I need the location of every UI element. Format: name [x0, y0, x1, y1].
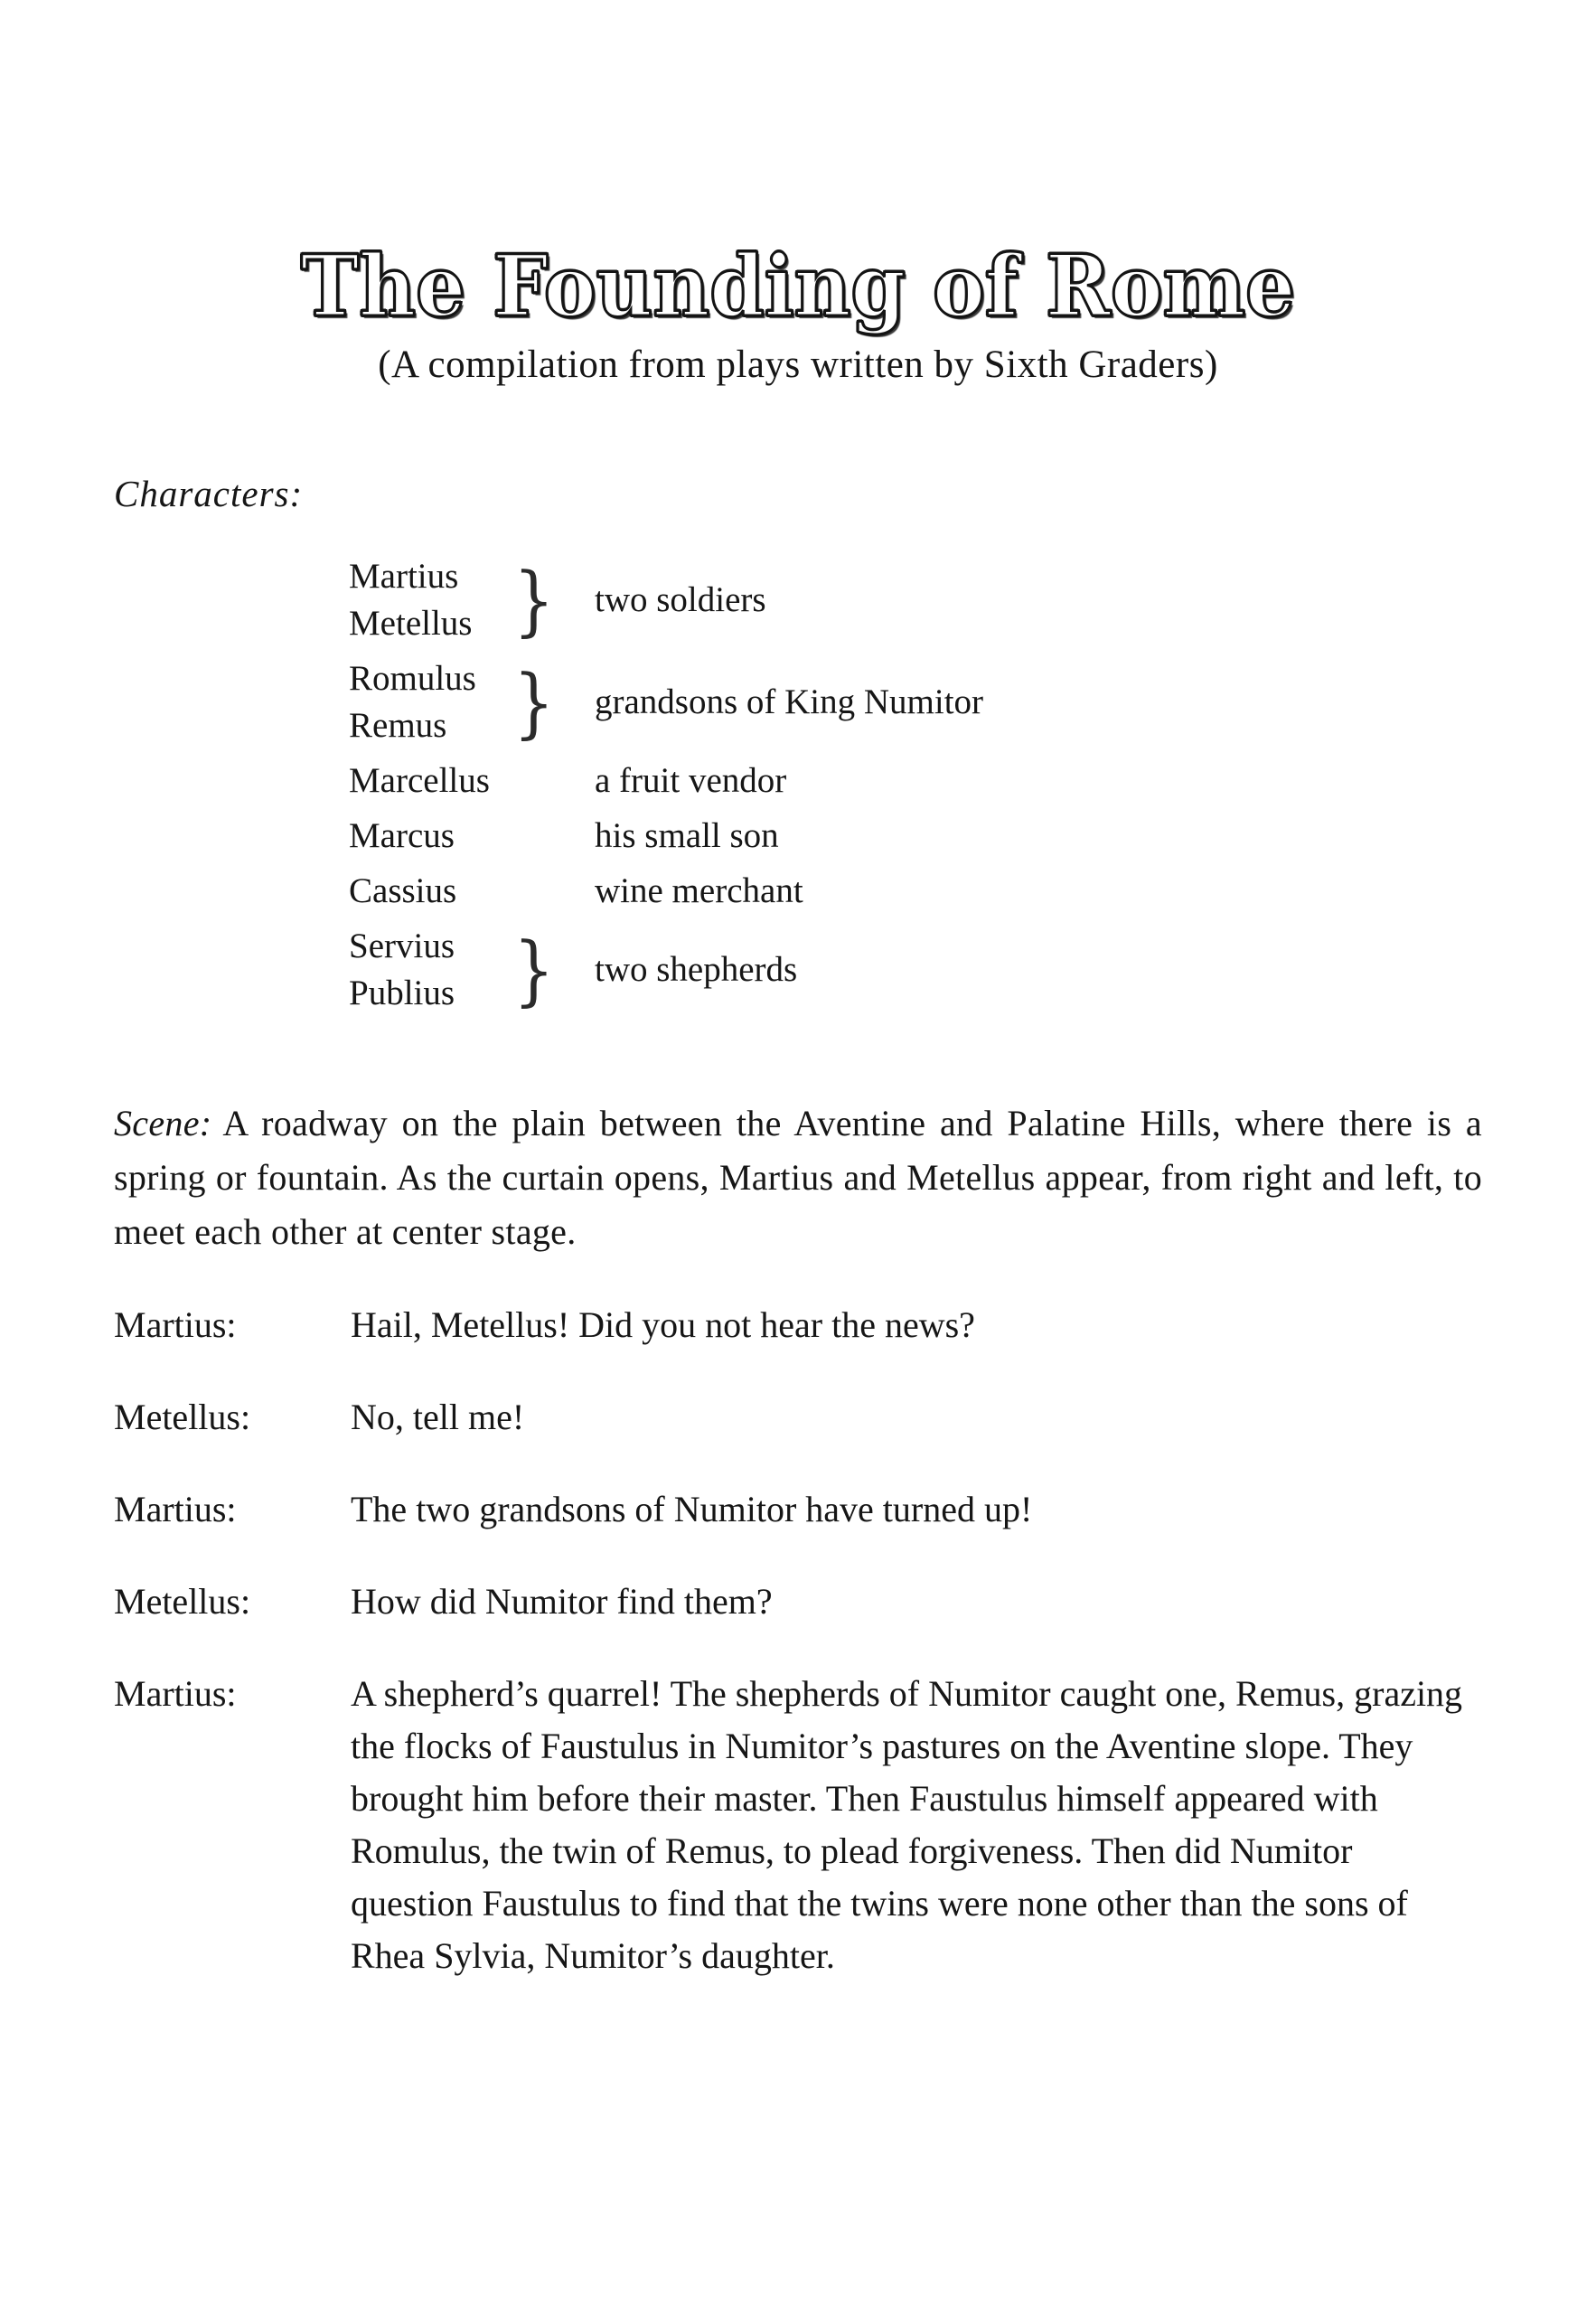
character-name: Marcus [349, 815, 455, 855]
dialogue-line: How did Numitor find them? [351, 1580, 773, 1622]
character-names [349, 655, 513, 749]
page-title: The Founding of Rome [300, 237, 1296, 336]
brace-column [513, 555, 584, 644]
dialogue-line: Hail, Metellus! Did you not hear the news? [351, 1303, 975, 1345]
scene-description [114, 1096, 1482, 1259]
character-name: Martius [349, 556, 459, 596]
brace-column [513, 657, 584, 747]
character-description: a fruit vendor [595, 761, 787, 801]
character-group [349, 923, 1482, 1017]
character-description: his small son [595, 816, 779, 856]
scene-text: A roadway on the plain between the Aventine and Palatine Hills, where there is a spring or fountain. As the curtain opens, Martius and Metellus appear, from right and left, to meet each other at center stage. [114, 1102, 1482, 1252]
dialogue-line: No, tell me! [351, 1396, 525, 1437]
character-group [349, 813, 1482, 860]
character-description: wine merchant [595, 871, 803, 911]
dialogue-speaker: Martius: [114, 1303, 237, 1345]
character-name: Servius [349, 926, 455, 965]
character-group [349, 868, 1482, 915]
character-names [349, 757, 513, 804]
character-name: Publius [349, 973, 455, 1012]
dialogue-line: A shepherd’s quarrel! The shepherds of Numitor caught one, Remus, grazing the flocks of Faustulus in Numitor’s pastures on the Aventine slope. They brought him before their master. Then Faustulus himself appeared with Romulus, the twin of Remus, to plead forgiveness. Then did Numitor question Faustulus to find that the twins were none other than the sons of Rhea Sylvia, Numitor’s daughter. [351, 1672, 1463, 1976]
character-names [349, 553, 513, 647]
character-group [349, 655, 1482, 749]
dialogue-row [114, 1576, 1482, 1628]
dialogue-row [114, 1668, 1482, 1982]
character-description: two soldiers [595, 580, 766, 620]
character-names [349, 868, 513, 915]
brace-icon: } [513, 925, 555, 1014]
character-names [349, 813, 513, 860]
character-names [349, 923, 513, 1017]
character-description: grandsons of King Numitor [595, 682, 984, 722]
characters-list [349, 553, 1482, 1017]
brace-icon: } [513, 555, 555, 644]
page-subtitle: (A compilation from plays written by Sixth Graders) [378, 343, 1218, 386]
dialogue-speaker: Martius: [114, 1672, 237, 1714]
character-name: Remus [349, 705, 447, 745]
dialogue-row [114, 1391, 1482, 1444]
dialogue-speaker: Martius: [114, 1488, 237, 1529]
dialogue-line: The two grandsons of Numitor have turned up! [351, 1488, 1033, 1529]
dialogue-row [114, 1483, 1482, 1536]
dialogue-speaker: Metellus: [114, 1396, 251, 1437]
scene-label: Scene: [114, 1102, 212, 1143]
dialogue-row [114, 1299, 1482, 1351]
characters-heading: Characters: [114, 472, 304, 514]
brace-icon: } [513, 657, 555, 747]
character-group [349, 757, 1482, 804]
character-description: two shepherds [595, 950, 798, 990]
dialogue-speaker: Metellus: [114, 1580, 251, 1622]
character-name: Metellus [349, 603, 473, 643]
character-name: Cassius [349, 870, 457, 910]
brace-column [513, 925, 584, 1014]
character-name: Romulus [349, 658, 476, 698]
document-header [114, 0, 1482, 387]
character-group [349, 553, 1482, 647]
character-name: Marcellus [349, 760, 490, 800]
dialogue-section [114, 1299, 1482, 1982]
